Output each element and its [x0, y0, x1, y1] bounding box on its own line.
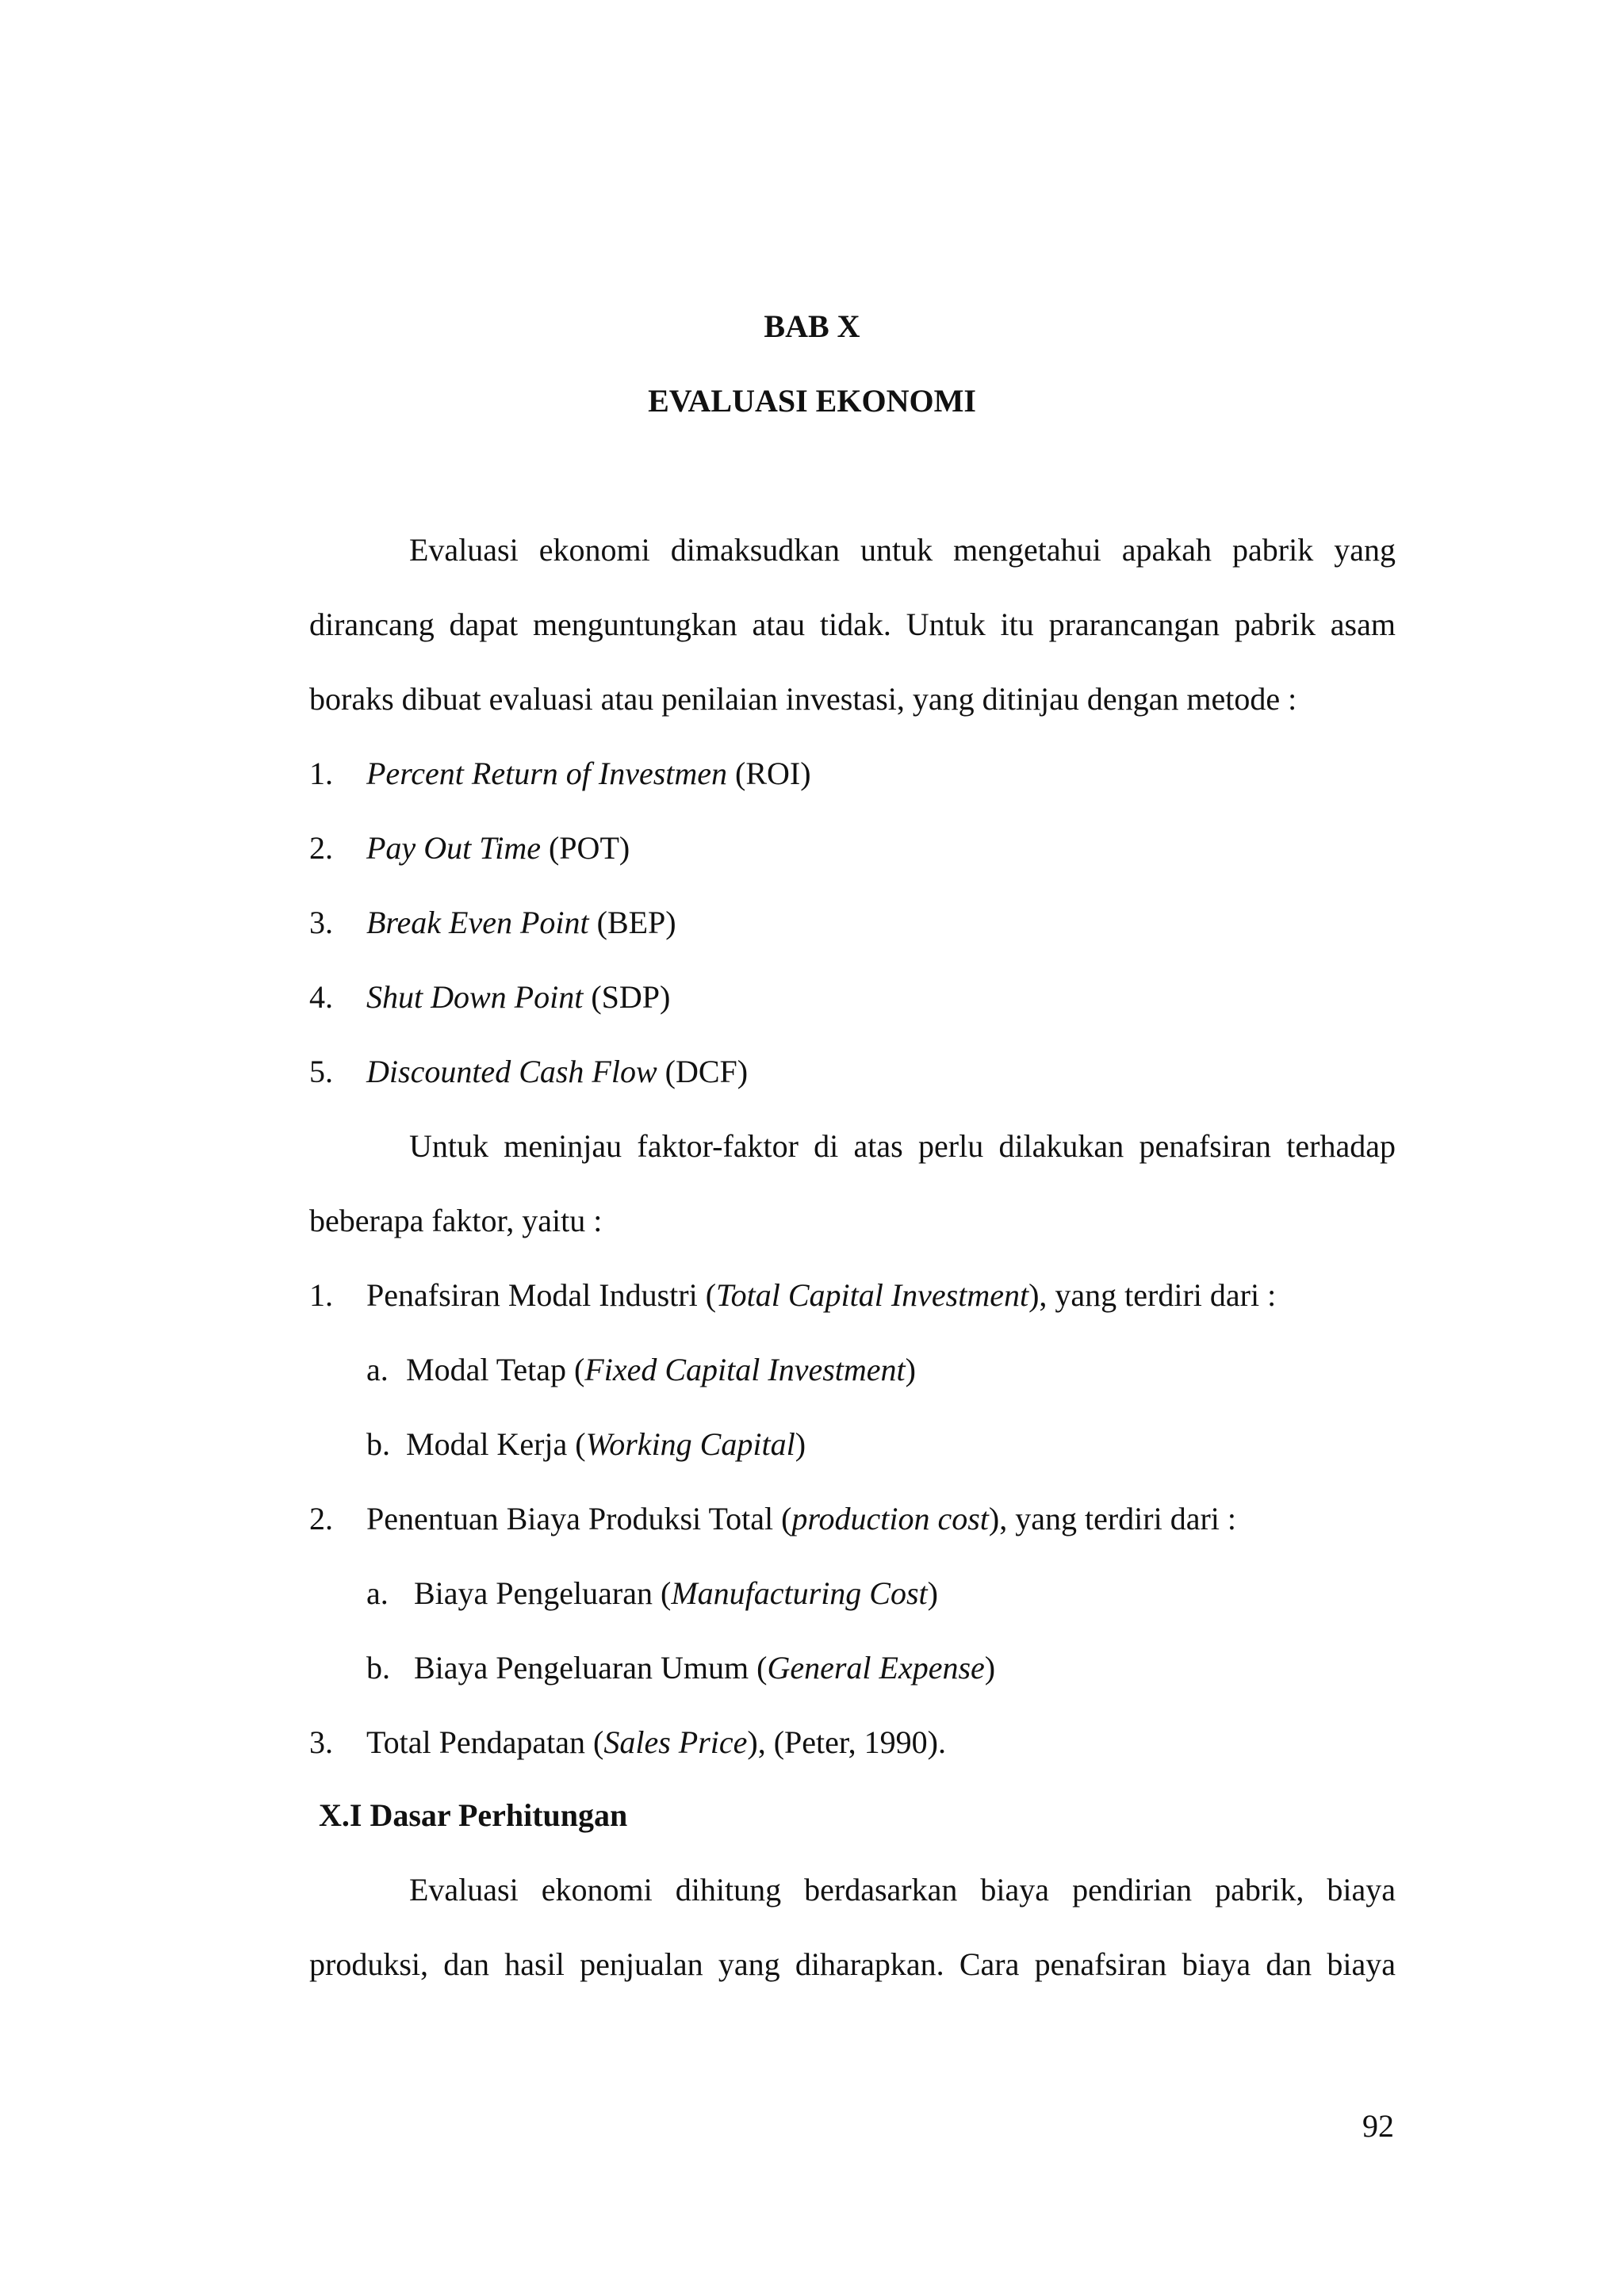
factor-number: 1.	[309, 1277, 333, 1313]
factor-number: 3.	[309, 1724, 333, 1760]
chapter-title: EVALUASI EKONOMI	[648, 383, 976, 419]
method-number: 4.	[309, 979, 333, 1015]
method-term: Shut Down Point	[366, 979, 584, 1015]
method-number: 2.	[309, 830, 333, 866]
factor-term: production cost	[791, 1501, 989, 1536]
section-line-2: produksi, dan hasil penjualan yang diharapkan. Cara penafsiran biaya dan biaya	[309, 1946, 1396, 1982]
factor-text: Total Pendapatan (	[366, 1724, 604, 1760]
method-item	[366, 1053, 748, 1091]
sub-item-text: Modal Tetap (	[406, 1352, 585, 1387]
section-heading: X.I Dasar Perhitungan	[319, 1797, 628, 1833]
section-line-1: Evaluasi ekonomi dihitung berdasarkan biaya pendirian pabrik, biaya	[409, 1872, 1396, 1908]
method-number: 1.	[309, 756, 333, 791]
page-number: 92	[1362, 2108, 1394, 2144]
factor-term: Sales Price	[603, 1724, 748, 1760]
method-abbr: (SDP)	[583, 979, 671, 1015]
factor-number: 2.	[309, 1501, 333, 1536]
sub-item	[414, 1649, 995, 1687]
factors-intro-line-2: beberapa faktor, yaitu :	[309, 1203, 603, 1238]
factor-text: ), yang terdiri dari :	[1028, 1277, 1277, 1313]
sub-item	[406, 1425, 806, 1464]
sub-item-text: Modal Kerja (	[406, 1426, 586, 1462]
method-item	[366, 978, 670, 1016]
sub-item-term: Fixed Capital Investment	[584, 1352, 906, 1387]
factor-text: ), (Peter, 1990).	[747, 1724, 946, 1760]
method-item	[366, 904, 676, 942]
method-abbr: (ROI)	[727, 756, 811, 791]
sub-item-text: )	[984, 1650, 996, 1686]
method-term: Break Even Point	[366, 905, 589, 940]
method-term: Percent Return of Investmen	[366, 756, 728, 791]
sub-item-letter: a.	[366, 1575, 389, 1611]
intro-line-2: dirancang dapat menguntungkan atau tidak. Untuk itu prarancangan pabrik asam	[309, 607, 1396, 642]
sub-item-term: Working Capital	[585, 1426, 795, 1462]
method-abbr: (BEP)	[588, 905, 676, 940]
chapter-label: BAB X	[764, 308, 860, 344]
sub-item-text: )	[795, 1426, 806, 1462]
sub-item-text: )	[927, 1575, 938, 1611]
factor-item	[366, 1724, 946, 1762]
sub-item-letter: a.	[366, 1352, 389, 1387]
method-number: 3.	[309, 905, 333, 940]
sub-item-text: Biaya Pengeluaran Umum (	[414, 1650, 768, 1686]
method-item	[366, 829, 630, 867]
factor-text: Penentuan Biaya Produksi Total (	[366, 1501, 792, 1536]
factor-item	[366, 1276, 1276, 1314]
method-term: Discounted Cash Flow	[366, 1054, 657, 1089]
intro-line-3: boraks dibuat evaluasi atau penilaian investasi, yang ditinjau dengan metode :	[309, 681, 1297, 717]
method-number: 5.	[309, 1054, 333, 1089]
sub-item-term: Manufacturing Cost	[671, 1575, 928, 1611]
sub-item	[414, 1575, 938, 1613]
method-item	[366, 755, 811, 793]
factors-intro-line-1: Untuk meninjau faktor-faktor di atas perlu dilakukan penafsiran terhadap	[409, 1128, 1396, 1164]
sub-item-letter: b.	[366, 1426, 390, 1462]
sub-item-text: )	[905, 1352, 916, 1387]
method-abbr: (DCF)	[657, 1054, 749, 1089]
sub-item-term: General Expense	[767, 1650, 985, 1686]
method-abbr: (POT)	[540, 830, 630, 866]
method-term: Pay Out Time	[366, 830, 541, 866]
intro-line-1: Evaluasi ekonomi dimaksudkan untuk mengetahui apakah pabrik yang	[409, 532, 1396, 568]
sub-item	[406, 1351, 916, 1389]
factor-term: Total Capital Investment	[716, 1277, 1029, 1313]
factor-text: ), yang terdiri dari :	[988, 1501, 1236, 1536]
factor-item	[366, 1500, 1236, 1538]
sub-item-text: Biaya Pengeluaran (	[414, 1575, 672, 1611]
sub-item-letter: b.	[366, 1650, 390, 1686]
factor-text: Penafsiran Modal Industri (	[366, 1277, 717, 1313]
